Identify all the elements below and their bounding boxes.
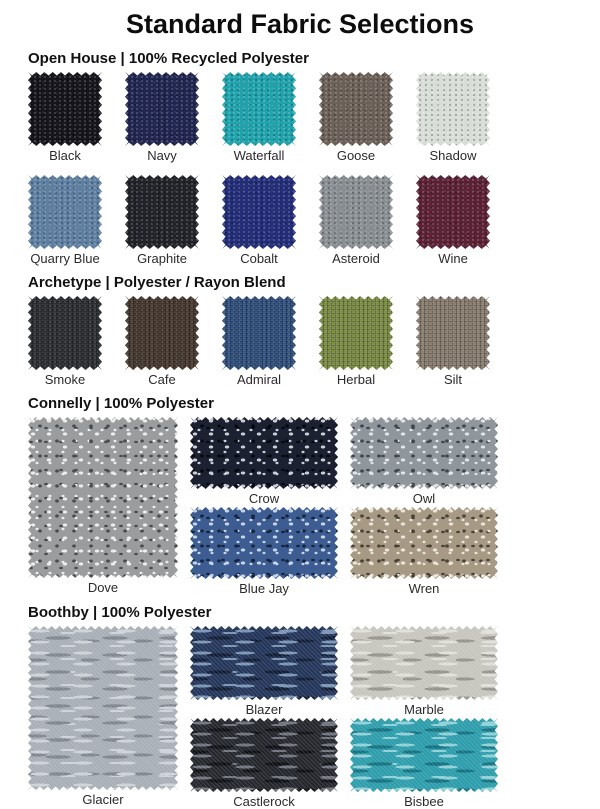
swatch-label-herbal: Herbal: [336, 372, 376, 387]
fabric-cell: [319, 296, 393, 387]
swatch-waterfall[interactable]: [222, 72, 296, 146]
swatch-label-shadow: Shadow: [429, 148, 477, 163]
swatch-label-blue-jay: Blue Jay: [239, 581, 289, 596]
boothby-middle-column: [190, 626, 338, 809]
swatch-label-goose: Goose: [336, 148, 376, 163]
fabric-cell: [190, 507, 338, 596]
fabric-cell: [190, 718, 338, 809]
section-archetype: [0, 274, 600, 387]
swatch-navy[interactable]: [125, 72, 199, 146]
swatch-shadow[interactable]: [416, 72, 490, 146]
fabric-cell: [416, 296, 490, 387]
swatch-bisbee[interactable]: [350, 718, 498, 792]
swatch-goose[interactable]: [319, 72, 393, 146]
section-header-archetype: Archetype | Polyester / Rayon Blend: [28, 274, 286, 291]
fabric-cell: [222, 296, 296, 387]
swatch-wren[interactable]: [350, 507, 498, 579]
swatch-label-crow: Crow: [248, 491, 280, 506]
swatch-label-bisbee: Bisbee: [404, 794, 444, 809]
swatch-label-quarry-blue: Quarry Blue: [30, 251, 100, 266]
fabric-cell: [28, 626, 178, 807]
swatch-label-black: Black: [49, 148, 81, 163]
fabric-cell: [28, 72, 102, 163]
fabric-cell: [222, 72, 296, 163]
section-open-house: [0, 50, 600, 266]
fabric-cell: [28, 175, 102, 266]
swatch-label-silt: Silt: [443, 372, 463, 387]
open-house-row-1: [0, 72, 600, 163]
fabric-cell: [190, 417, 338, 506]
swatch-silt[interactable]: [416, 296, 490, 370]
fabric-cell: [350, 507, 498, 596]
swatch-label-cobalt: Cobalt: [240, 251, 278, 266]
swatch-label-asteroid: Asteroid: [332, 251, 380, 266]
swatch-dove[interactable]: [28, 417, 178, 578]
section-header-connelly: Connelly | 100% Polyester: [28, 395, 214, 412]
connelly-middle-column: [190, 417, 338, 596]
boothby-grid: [0, 626, 600, 809]
boothby-right-column: [350, 626, 498, 809]
page-title: Standard Fabric Selections: [125, 9, 475, 39]
fabric-cell: [416, 175, 490, 266]
swatch-label-graphite: Graphite: [137, 251, 187, 266]
swatch-smoke[interactable]: [28, 296, 102, 370]
fabric-cell: [222, 175, 296, 266]
section-header-boothby: Boothby | 100% Polyester: [28, 604, 212, 621]
connelly-grid: [0, 417, 600, 596]
fabric-cell: [28, 296, 102, 387]
swatch-label-admiral: Admiral: [236, 372, 282, 387]
swatch-label-wren: Wren: [408, 581, 440, 596]
fabric-cell: [125, 296, 199, 387]
fabric-cell: [350, 718, 498, 809]
section-header-open-house: Open House | 100% Recycled Polyester: [28, 50, 309, 67]
swatch-label-owl: Owl: [412, 491, 436, 506]
section-boothby: [0, 604, 600, 809]
fabric-cell: [190, 626, 338, 717]
swatch-cafe[interactable]: [125, 296, 199, 370]
swatch-label-navy: Navy: [147, 148, 177, 163]
swatch-label-castlerock: Castlerock: [233, 794, 295, 809]
fabric-cell: [125, 72, 199, 163]
swatch-cobalt[interactable]: [222, 175, 296, 249]
fabric-cell: [416, 72, 490, 163]
swatch-castlerock[interactable]: [190, 718, 338, 792]
swatch-quarry-blue[interactable]: [28, 175, 102, 249]
swatch-label-dove: Dove: [87, 580, 119, 595]
swatch-marble[interactable]: [350, 626, 498, 700]
fabric-cell: [319, 175, 393, 266]
swatch-label-blazer: Blazer: [245, 702, 283, 717]
archetype-row: [0, 296, 600, 387]
swatch-blue-jay[interactable]: [190, 507, 338, 579]
swatch-admiral[interactable]: [222, 296, 296, 370]
swatch-glacier[interactable]: [28, 626, 178, 790]
swatch-label-cafe: Cafe: [148, 372, 176, 387]
swatch-graphite[interactable]: [125, 175, 199, 249]
fabric-cell: [28, 417, 178, 595]
swatch-blazer[interactable]: [190, 626, 338, 700]
swatch-label-marble: Marble: [404, 702, 444, 717]
fabric-cell: [319, 72, 393, 163]
swatch-asteroid[interactable]: [319, 175, 393, 249]
swatch-wine[interactable]: [416, 175, 490, 249]
fabric-cell: [350, 417, 498, 506]
fabric-cell: [350, 626, 498, 717]
connelly-right-column: [350, 417, 498, 596]
swatch-owl[interactable]: [350, 417, 498, 489]
swatch-label-smoke: Smoke: [44, 372, 86, 387]
swatch-label-glacier: Glacier: [82, 792, 124, 807]
swatch-crow[interactable]: [190, 417, 338, 489]
swatch-herbal[interactable]: [319, 296, 393, 370]
swatch-label-waterfall: Waterfall: [233, 148, 285, 163]
swatch-label-wine: Wine: [438, 251, 468, 266]
fabric-cell: [125, 175, 199, 266]
open-house-row-2: [0, 175, 600, 266]
section-connelly: [0, 395, 600, 596]
swatch-black[interactable]: [28, 72, 102, 146]
